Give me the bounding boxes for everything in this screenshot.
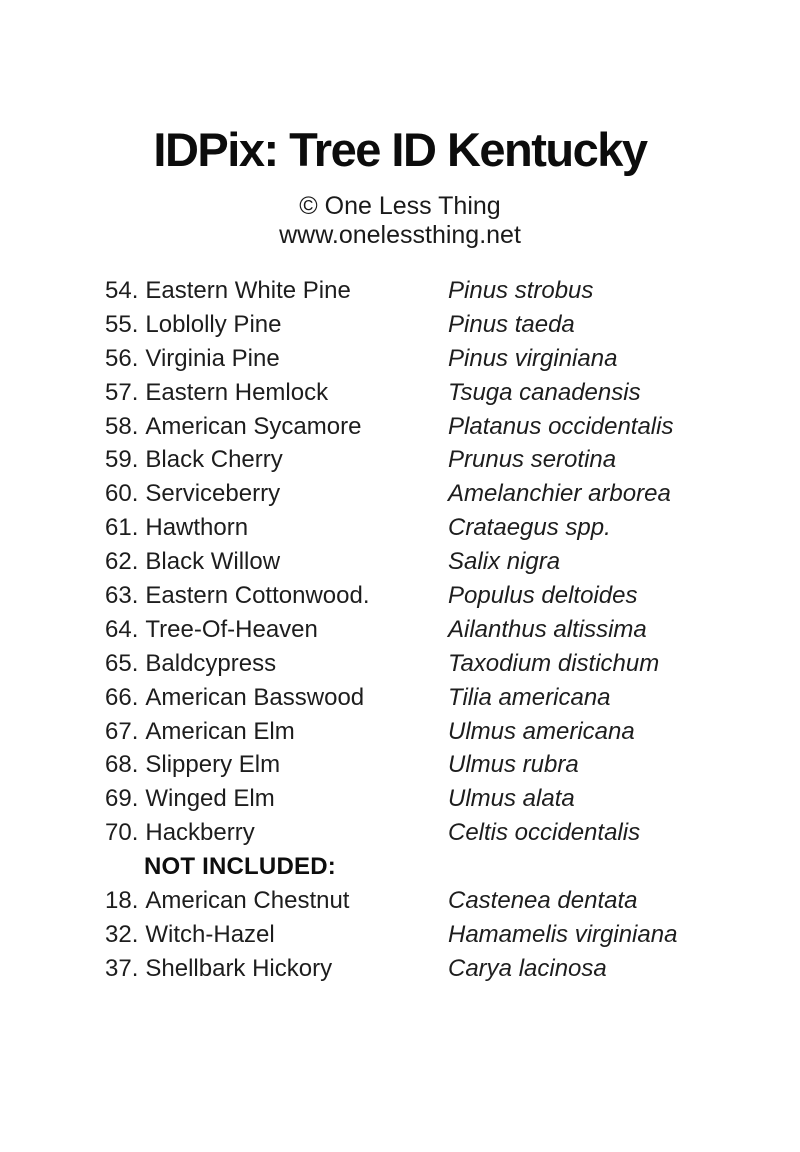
tree-number: 65. [105, 649, 139, 677]
tree-common-name: Witch-Hazel [145, 920, 275, 948]
tree-row [105, 345, 725, 379]
tree-row [105, 480, 725, 514]
tree-row [105, 751, 725, 785]
tree-common-name: Winged Elm [145, 785, 275, 813]
tree-number: 59. [105, 446, 139, 474]
tree-common-name: Black Cherry [145, 446, 283, 474]
tree-scientific-name: Crataegus spp. [448, 514, 611, 542]
tree-scientific-name: Platanus occidentalis [448, 412, 674, 440]
tree-number: 54. [105, 277, 139, 304]
tree-common-entry [105, 785, 448, 813]
tree-number: 56. [105, 344, 139, 372]
tree-common-entry [105, 446, 448, 474]
tree-row [105, 582, 725, 616]
tree-scientific-name: Ulmus rubra [448, 751, 579, 779]
tree-scientific-name: Hamamelis virginiana [448, 920, 678, 948]
tree-number: 58. [105, 412, 139, 440]
tree-common-entry [105, 514, 448, 542]
tree-row [105, 819, 725, 853]
tree-scientific-name: Celtis occidentalis [448, 819, 641, 847]
tree-common-name: Eastern Hemlock [145, 378, 329, 406]
tree-number: 55. [105, 310, 139, 338]
tree-common-name: Virginia Pine [145, 344, 280, 372]
tree-row [105, 616, 725, 650]
tree-common-name: Baldcypress [145, 649, 277, 677]
tree-row [105, 785, 725, 819]
tree-common-name: Slippery Elm [145, 751, 281, 779]
tree-row [105, 446, 725, 480]
subtitle-block [0, 192, 800, 250]
tree-common-name: Eastern White Pine [145, 277, 351, 304]
tree-common-name: American Elm [145, 717, 295, 745]
tree-common-entry [105, 684, 448, 712]
tree-common-entry [105, 311, 448, 339]
tree-scientific-name: Ulmus alata [448, 785, 575, 813]
website-line: www.onelessthing.net [279, 221, 521, 249]
tree-row [105, 718, 725, 752]
tree-common-entry [105, 751, 448, 779]
tree-number: 64. [105, 615, 139, 643]
tree-row [105, 921, 725, 955]
tree-scientific-name: Tilia americana [448, 683, 611, 711]
tree-scientific-name: Ulmus americana [448, 717, 635, 745]
page-title: IDPix: Tree ID Kentucky [153, 123, 647, 176]
tree-common-entry [105, 413, 448, 441]
tree-common-entry [105, 955, 448, 983]
tree-common-entry [105, 616, 448, 644]
tree-number: 68. [105, 751, 139, 779]
tree-number: 69. [105, 785, 139, 813]
tree-common-entry [105, 887, 448, 915]
tree-row [105, 548, 725, 582]
tree-common-entry [105, 650, 448, 678]
tree-list [105, 277, 725, 989]
tree-number: 32. [105, 920, 139, 948]
tree-number: 70. [105, 819, 139, 847]
tree-row [105, 887, 725, 921]
tree-common-entry [105, 819, 448, 847]
tree-common-name: Tree-Of-Heaven [145, 615, 318, 643]
not-included-row [105, 853, 725, 887]
tree-scientific-name: Amelanchier arborea [448, 480, 671, 508]
tree-common-entry [105, 277, 448, 305]
tree-number: 62. [105, 548, 139, 576]
tree-common-name: Hawthorn [145, 514, 249, 542]
tree-number: 67. [105, 717, 139, 745]
tree-row [105, 650, 725, 684]
tree-scientific-name: Salix nigra [448, 548, 561, 576]
tree-scientific-name: Pinus taeda [448, 310, 575, 338]
tree-row [105, 955, 725, 989]
tree-row [105, 684, 725, 718]
tree-common-name: Hackberry [145, 819, 255, 847]
tree-number: 57. [105, 378, 139, 406]
tree-common-entry [105, 921, 448, 949]
tree-scientific-name: Carya lacinosa [448, 954, 607, 982]
tree-row [105, 379, 725, 413]
tree-common-entry [105, 480, 448, 508]
tree-scientific-name: Populus deltoides [448, 582, 638, 610]
tree-common-entry [105, 548, 448, 576]
tree-number: 18. [105, 887, 139, 915]
tree-common-name: Eastern Cottonwood. [145, 582, 370, 610]
tree-scientific-name: Pinus strobus [448, 277, 594, 304]
tree-common-name: Shellbark Hickory [145, 954, 333, 982]
tree-common-name: Black Willow [145, 548, 281, 576]
tree-common-name: American Sycamore [145, 412, 362, 440]
tree-scientific-name: Castenea dentata [448, 887, 638, 915]
tree-common-entry [105, 379, 448, 407]
tree-number: 61. [105, 514, 139, 542]
not-included-label: NOT INCLUDED: [144, 853, 336, 881]
tree-common-entry [105, 345, 448, 373]
tree-number: 63. [105, 582, 139, 610]
copyright-line: © One Less Thing [299, 192, 501, 220]
tree-common-name: American Basswood [145, 683, 365, 711]
tree-common-entry [105, 718, 448, 746]
tree-scientific-name: Prunus serotina [448, 446, 617, 474]
tree-common-name: Serviceberry [145, 480, 281, 508]
tree-common-entry [105, 582, 448, 610]
tree-row [105, 311, 725, 345]
tree-scientific-name: Tsuga canadensis [448, 378, 641, 406]
tree-scientific-name: Taxodium distichum [448, 649, 660, 677]
tree-row [105, 277, 725, 311]
tree-scientific-name: Pinus virginiana [448, 344, 618, 372]
tree-row [105, 413, 725, 447]
tree-scientific-name: Ailanthus altissima [448, 615, 647, 643]
tree-row [105, 514, 725, 548]
tree-number: 66. [105, 683, 139, 711]
tree-number: 37. [105, 954, 139, 982]
tree-common-name: Loblolly Pine [145, 310, 282, 338]
tree-common-name: American Chestnut [145, 887, 350, 915]
tree-number: 60. [105, 480, 139, 508]
